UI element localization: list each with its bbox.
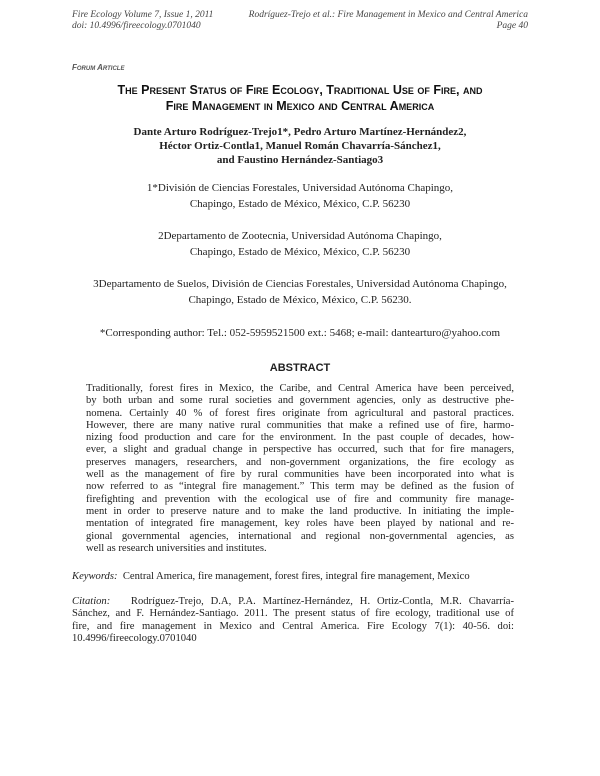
keywords-label: Keywords: xyxy=(72,571,118,582)
affiliation-1 xyxy=(60,180,540,212)
author-line: Dante Arturo Rodríguez-Trejo1*, Pedro Arturo Martínez-Hernández2, xyxy=(133,126,467,138)
article-title xyxy=(60,82,540,114)
corresponding-author: *Corresponding author: Tel.: 052-5959521500 ext.: 5468; e-mail: dantearturo@yahoo.com xyxy=(99,327,501,339)
affiliation-line: 1*División de Ciencias Forestales, Universidad Autónoma Chapingo, xyxy=(146,182,454,194)
title-line: The Present Status of Fire Ecology, Traditional Use of Fire, and xyxy=(117,83,483,97)
section-label: Forum Article xyxy=(72,63,125,72)
abstract-line: Traditionally, forest fires in Mexico, the Caribe, and Central America have been perceived, xyxy=(86,383,514,394)
abstract-line: However, there are many native rural communities that make a refined use of fire, harmo- xyxy=(86,419,514,431)
affiliation-line: Chapingo, Estado de México, México, C.P. 56230 xyxy=(189,246,411,258)
abstract-line: now referred to as “integral fire management.” This term may be defined as the fusion of xyxy=(86,481,514,493)
affiliation-line: 3Departamento de Suelos, División de Ciencias Forestales, Universidad Autónoma Chapingo, xyxy=(93,278,507,290)
doi: doi: 10.4996/fireecology.0701040 xyxy=(72,21,201,31)
page-number: Page 40 xyxy=(496,21,528,31)
abstract-line: well as research universities and institutes. xyxy=(86,542,267,554)
author-line: and Faustino Hernández-Santiago3 xyxy=(216,154,384,166)
citation-line: Sánchez, and F. Hernández-Santiago. 2011. The present status of fire ecology, traditional use of xyxy=(72,608,514,620)
author-line: Héctor Ortiz-Contla1, Manuel Román Chavarría-Sánchez1, xyxy=(159,140,441,152)
citation xyxy=(72,596,514,645)
abstract-line: ment in order to preserve nature and to make the land productive. In initiating the imple- xyxy=(86,505,514,517)
keywords-text: Central America, fire management, forest fires, integral fire management, Mexico xyxy=(122,571,470,582)
citation-line: fire, and fire management in Mexico and Central America. Fire Ecology 7(1): 40-56. doi: xyxy=(72,620,514,632)
citation-line: 10.4996/fireecology.0701040 xyxy=(72,632,197,644)
abstract-line: nizing food production and care for the environment. In the past couple of decades, how- xyxy=(86,432,514,444)
abstract-line: well as the management of fire by rural communities have been incorporated into what is xyxy=(86,469,514,481)
abstract-heading: ABSTRACT xyxy=(269,362,331,374)
journal-name: Fire Ecology Volume 7, Issue 1, 2011 xyxy=(72,10,214,20)
running-title: Rodríguez-Trejo et al.: Fire Management in Mexico and Central America xyxy=(248,10,528,20)
running-header xyxy=(249,10,528,32)
affiliation-line: 2Departamento de Zootecnia, Universidad Autónoma Chapingo, xyxy=(158,230,442,242)
abstract-body xyxy=(86,383,514,555)
affiliation-2 xyxy=(60,228,540,260)
abstract-line: by both urban and some rural societies and government agencies, only as destructive phe- xyxy=(86,395,514,407)
abstract-line: firefighting and prevention with the ecological use of fire and community fire manage- xyxy=(86,493,514,505)
abstract-line: nomena. Certainly 40 % of forest fires originate from agricultural and pastoral practices. xyxy=(86,407,514,419)
affiliation-line: Chapingo, Estado de México, México, C.P. 56230. xyxy=(188,294,412,306)
abstract-line: preserves managers, researchers, and non-government organizations, the fire ecology as xyxy=(86,456,514,468)
abstract-line: ever, a slight and gradual change in perspective has occurred, such that for fire managers, xyxy=(86,444,514,456)
abstract-line: gional governmental agencies, international and regional non-governmental agencies, as xyxy=(86,530,514,542)
author-list xyxy=(60,125,540,167)
journal-header xyxy=(72,10,213,32)
affiliation-line: Chapingo, Estado de México, México, C.P. 56230 xyxy=(189,198,411,210)
citation-line: Rodríguez-Trejo, D.A, P.A. Martínez-Hernández, H. Ortiz-Contla, M.R. Chavarría- xyxy=(130,596,514,607)
title-line: Fire Management in Mexico and Central America xyxy=(165,99,435,113)
affiliation-3 xyxy=(60,276,540,308)
abstract-line: mentation of integrated fire management, key roles have been played by national and re- xyxy=(86,518,514,530)
keywords xyxy=(72,571,470,582)
citation-label: Citation: xyxy=(72,596,111,607)
